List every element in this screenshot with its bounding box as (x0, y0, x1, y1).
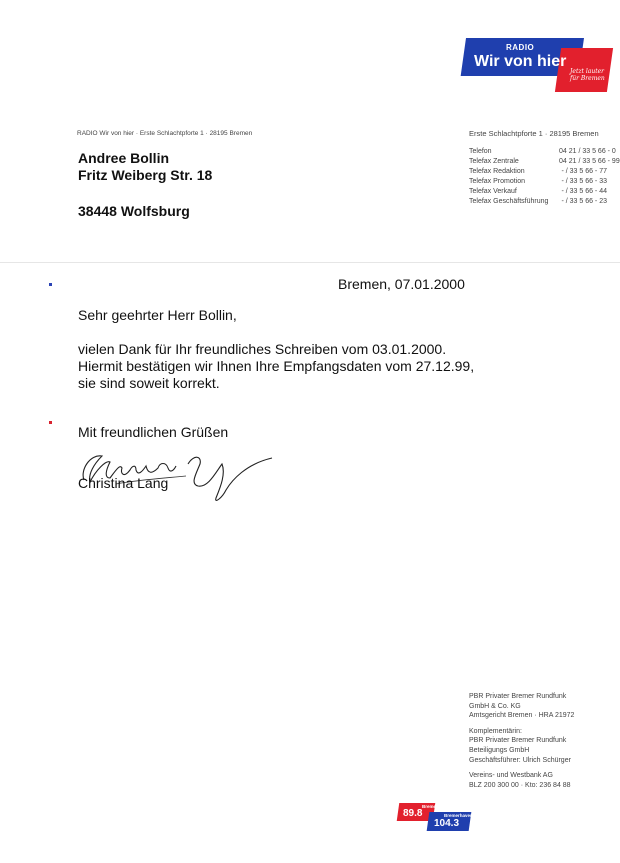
contact-label: Telefax Zentrale (469, 158, 519, 165)
closing: Mit freundlichen Grüßen (78, 424, 229, 440)
sender-return-line: RADIO Wir von hier · Erste Schlachtpforte 1 · 28195 Bremen (77, 130, 253, 137)
frequency-value: 104.3 (434, 818, 460, 829)
frequency-badge (398, 803, 478, 833)
bank-name: Vereins- und Westbank AG (469, 772, 553, 780)
partner-line: PBR Privater Bremer Rundfunk (469, 737, 567, 745)
letter-date: Bremen, 07.01.2000 (338, 276, 465, 292)
contact-value: - / 33 5 66 - 44 (561, 188, 607, 195)
contact-row (469, 197, 607, 207)
scan-seam (0, 262, 620, 285)
radio-logo (466, 38, 612, 94)
partner-line: Beteiligungs GmbH (469, 746, 530, 754)
court-registration: Amtsgericht Bremen · HRA 21972 (469, 712, 575, 720)
fold-mark-red (49, 421, 52, 424)
contact-label: Telefax Promotion (469, 178, 526, 185)
contact-label: Telefax Geschäftsführung (469, 198, 549, 205)
company-info (469, 692, 609, 790)
contact-value: - / 33 5 66 - 33 (561, 178, 607, 185)
recipient-street: Fritz Weiberg Str. 18 (78, 167, 213, 183)
contact-row (469, 167, 607, 177)
recipient-name: Andree Bollin (78, 150, 170, 166)
logo-title: Wir von hier (474, 53, 567, 70)
body-line: sie sind soweit korrekt. (78, 375, 220, 391)
contact-value: - / 33 5 66 - 23 (561, 198, 607, 205)
contact-label: Telefax Verkauf (469, 188, 517, 195)
contact-label: Telefon (469, 148, 492, 155)
bank-account: BLZ 200 300 00 · Kto: 236 84 88 (469, 781, 571, 789)
recipient-address (78, 150, 212, 220)
frequency-city: Bremerhaven (444, 813, 473, 818)
contact-value: - / 33 5 66 - 77 (561, 168, 607, 175)
salutation: Sehr geehrter Herr Bollin, (78, 307, 237, 323)
contact-row (469, 147, 616, 157)
company-line: PBR Privater Bremer Rundfunk (469, 693, 567, 700)
contact-row (469, 157, 620, 167)
letter-body (78, 307, 498, 392)
logo-slogan: Jetzt lauter für Bremen (570, 68, 605, 82)
ceo-line: Geschäftsführer: Ulrich Schürger (469, 756, 571, 764)
sender-address: Erste Schlachtpforte 1 · 28195 Bremen (469, 129, 599, 138)
fold-mark-blue (49, 283, 52, 286)
contact-value: 04 21 / 33 5 66 - 99 (559, 158, 620, 165)
recipient-city: 38448 Wolfsburg (78, 203, 190, 219)
logo-radio-label: RADIO (506, 43, 535, 52)
body-line: vielen Dank für Ihr freundliches Schreiben vom 03.01.2000. (78, 341, 447, 357)
contact-list (469, 147, 620, 207)
body-line: Hiermit bestätigen wir Ihnen Ihre Empfangsdaten vom 27.12.99, (78, 358, 475, 374)
frequency-value: 89.8 (403, 808, 423, 819)
frequency-city: Bremen (422, 804, 439, 809)
contact-row (469, 187, 607, 197)
contact-value: 04 21 / 33 5 66 - 0 (559, 148, 616, 155)
contact-label: Telefax Redaktion (469, 168, 525, 175)
partner-label: Komplementärin: (469, 727, 522, 735)
signer-name: Christina Lang (78, 475, 169, 491)
company-line: GmbH & Co. KG (469, 702, 521, 710)
contact-row (469, 177, 607, 187)
handwritten-signature (76, 440, 286, 506)
